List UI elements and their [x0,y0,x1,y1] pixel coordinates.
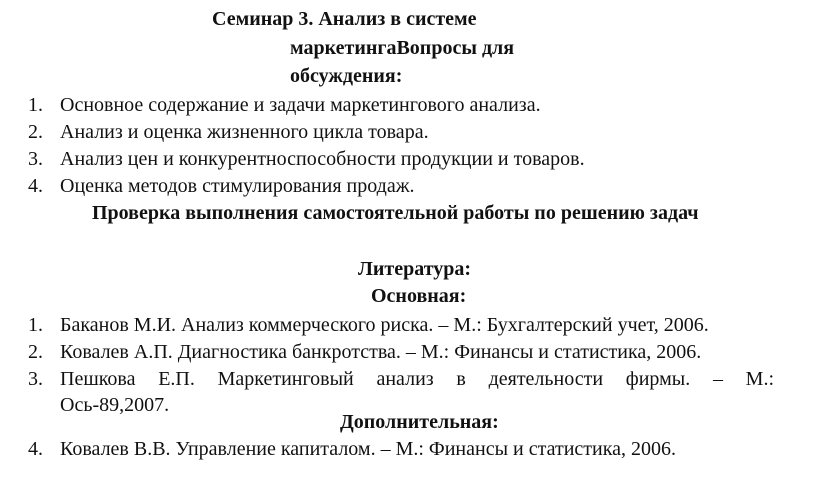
literature-item: Баканов М.И. Анализ коммерческого риска. – М.: Бухгалтерский учет, 2006. [60,314,709,336]
question-item: Анализ и оценка жизненного цикла товара. [60,121,429,143]
literature-item: Пешкова Е.П. Маркетинговый анализ в деятельности фирмы. – М.: [60,368,774,390]
literature-item: Ковалев А.П. Диагностика банкротства. – М.: Финансы и статистика, 2006. [60,341,702,363]
literature-number: 4. [28,438,43,460]
seminar-title-line3: обсуждения: [290,65,403,87]
question-item: Оценка методов стимулирования продаж. [60,175,415,197]
literature-number: 1. [28,314,43,336]
literature-heading: Литература: [358,258,472,280]
question-number: 1. [28,94,43,116]
literature-number: 3. [28,368,43,390]
question-number: 4. [28,175,43,197]
question-number: 3. [28,148,43,170]
question-item: Основное содержание и задачи маркетингового анализа. [60,94,541,116]
task-check-heading: Проверка выполнения самостоятельной работы по решению задач [92,202,699,224]
literature-item-continuation: Ось-89,2007. [60,394,170,416]
literature-item: Ковалев В.В. Управление капиталом. – М.: Финансы и статистика, 2006. [60,438,677,460]
literature-number: 2. [28,341,43,363]
question-item: Анализ цен и конкурентноспособности продукции и товаров. [60,148,585,170]
extra-literature-heading: Дополнительная: [340,411,499,433]
question-number: 2. [28,121,43,143]
seminar-title: Семинар 3. Анализ в системе [212,8,477,30]
main-literature-heading: Основная: [371,285,467,307]
seminar-title-line2: маркетингаВопросы для [290,37,515,59]
